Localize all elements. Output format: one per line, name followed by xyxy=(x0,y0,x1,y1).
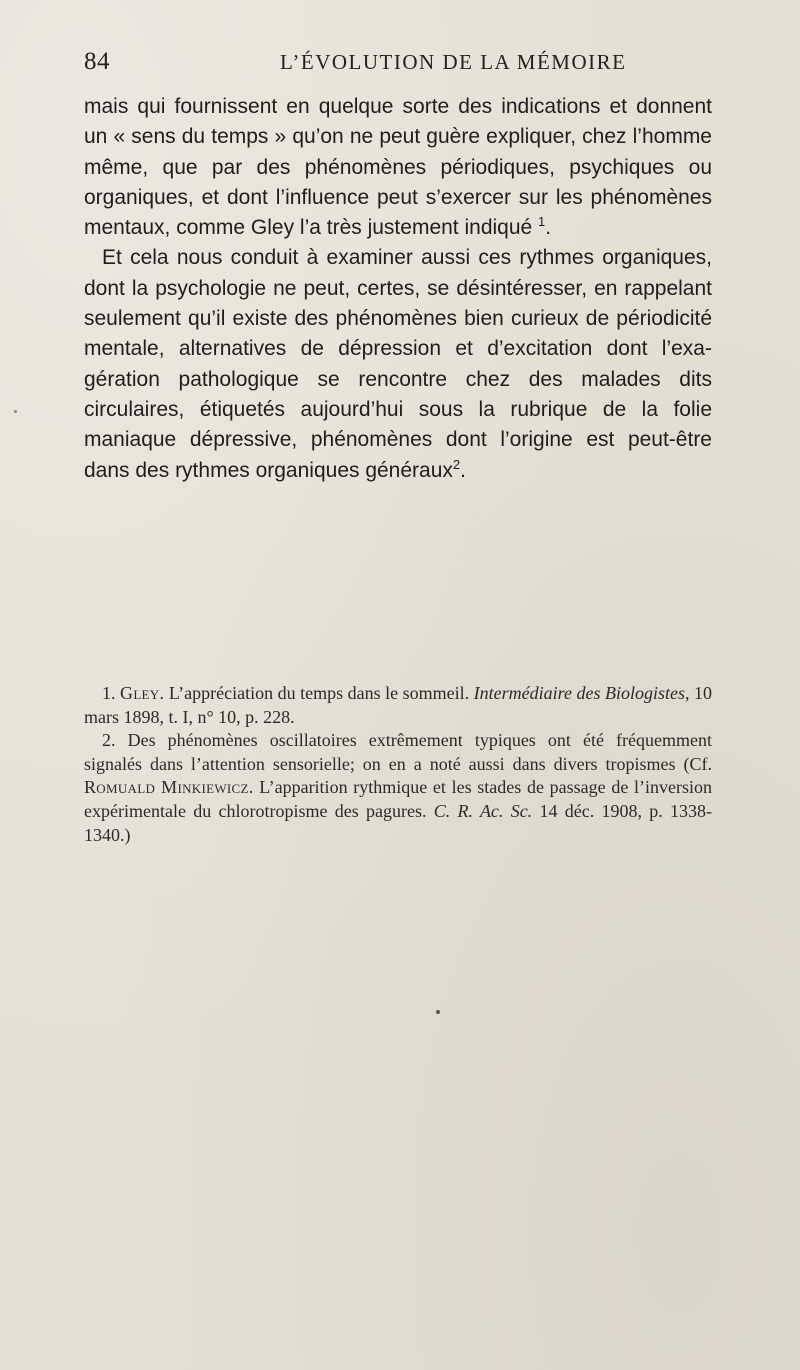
paragraph-2-end: . xyxy=(460,458,466,482)
footnote-2-number: 2. xyxy=(102,730,116,751)
footnote-2-author: Romuald Minkiewicz. xyxy=(84,777,254,798)
page-number: 84 xyxy=(84,48,110,75)
paragraph-2 xyxy=(84,243,712,485)
paragraph-2-text: Et cela nous conduit à examiner aussi ces rythmes organiques, dont la psychologie ne peut, certes, se désintéresser, en rappelant seulement qu’il existe des phénomènes bien curieux de périodicité mentale, alternatives de dépression et d’excitation dont l’exagération pathologique se rencontre chez des malades dits circulaires, étiquetés aujourd’hui sous la rubrique de la folie maniaque dépressive, phénomènes dont l’origine est peut-être dans des rythmes organiques généraux xyxy=(84,246,712,482)
footnote-2-journal: C. R. Ac. Sc. xyxy=(433,800,533,821)
footnote-ref-2[interactable]: 2 xyxy=(452,456,461,472)
footnote-1-number: 1. xyxy=(102,683,116,703)
footnote-1-journal: Intermédiaire des Biologistes, xyxy=(473,683,690,703)
paper-speck xyxy=(436,1010,440,1014)
paragraph-1-end: . xyxy=(545,216,552,240)
footnote-1-text: L’appréciation du temps dans le sommeil. xyxy=(168,683,470,703)
running-head xyxy=(84,48,690,78)
paragraph-1 xyxy=(84,92,712,243)
footnote-1-author: Gley. xyxy=(120,683,165,703)
footnote-ref-1[interactable]: 1 xyxy=(538,214,546,230)
paper-speck xyxy=(14,410,17,413)
footnotes xyxy=(84,682,712,847)
footnote-2-ref: 14 déc. 1908, p. 1338-1340.) xyxy=(84,800,712,845)
footnote-2-text: Des phénomènes oscillatoires extrêmement typiques ont été fréquemment signalés dans l’attention sensorielle; on en a noté aussi dans divers tropismes (Cf. xyxy=(84,730,713,774)
footnote-2-text-2: L’apparition rythmique et les stades de passage de l’inversion expérimentale du chlorotropisme des pagures. xyxy=(84,777,713,821)
running-title: L’ÉVOLUTION DE LA MÉMOIRE xyxy=(280,50,627,74)
footnote-2 xyxy=(84,729,712,847)
paragraph-1-text: mais qui fournissent en quelque sorte des indications et donnent un « sens du temps » qu’on ne peut guère expliquer, chez l’homme même, que par des phénomènes périodiques, psychiques ou organiques, et dont l’influence peut s’exercer sur les phénomènes mentaux, comme Gley l’a très justement indiqué xyxy=(84,95,712,240)
footnote-1-ref: 10 mars 1898, t. I, n° 10, p. 228. xyxy=(84,683,712,727)
footnote-1 xyxy=(84,682,712,729)
body-text xyxy=(84,92,712,486)
